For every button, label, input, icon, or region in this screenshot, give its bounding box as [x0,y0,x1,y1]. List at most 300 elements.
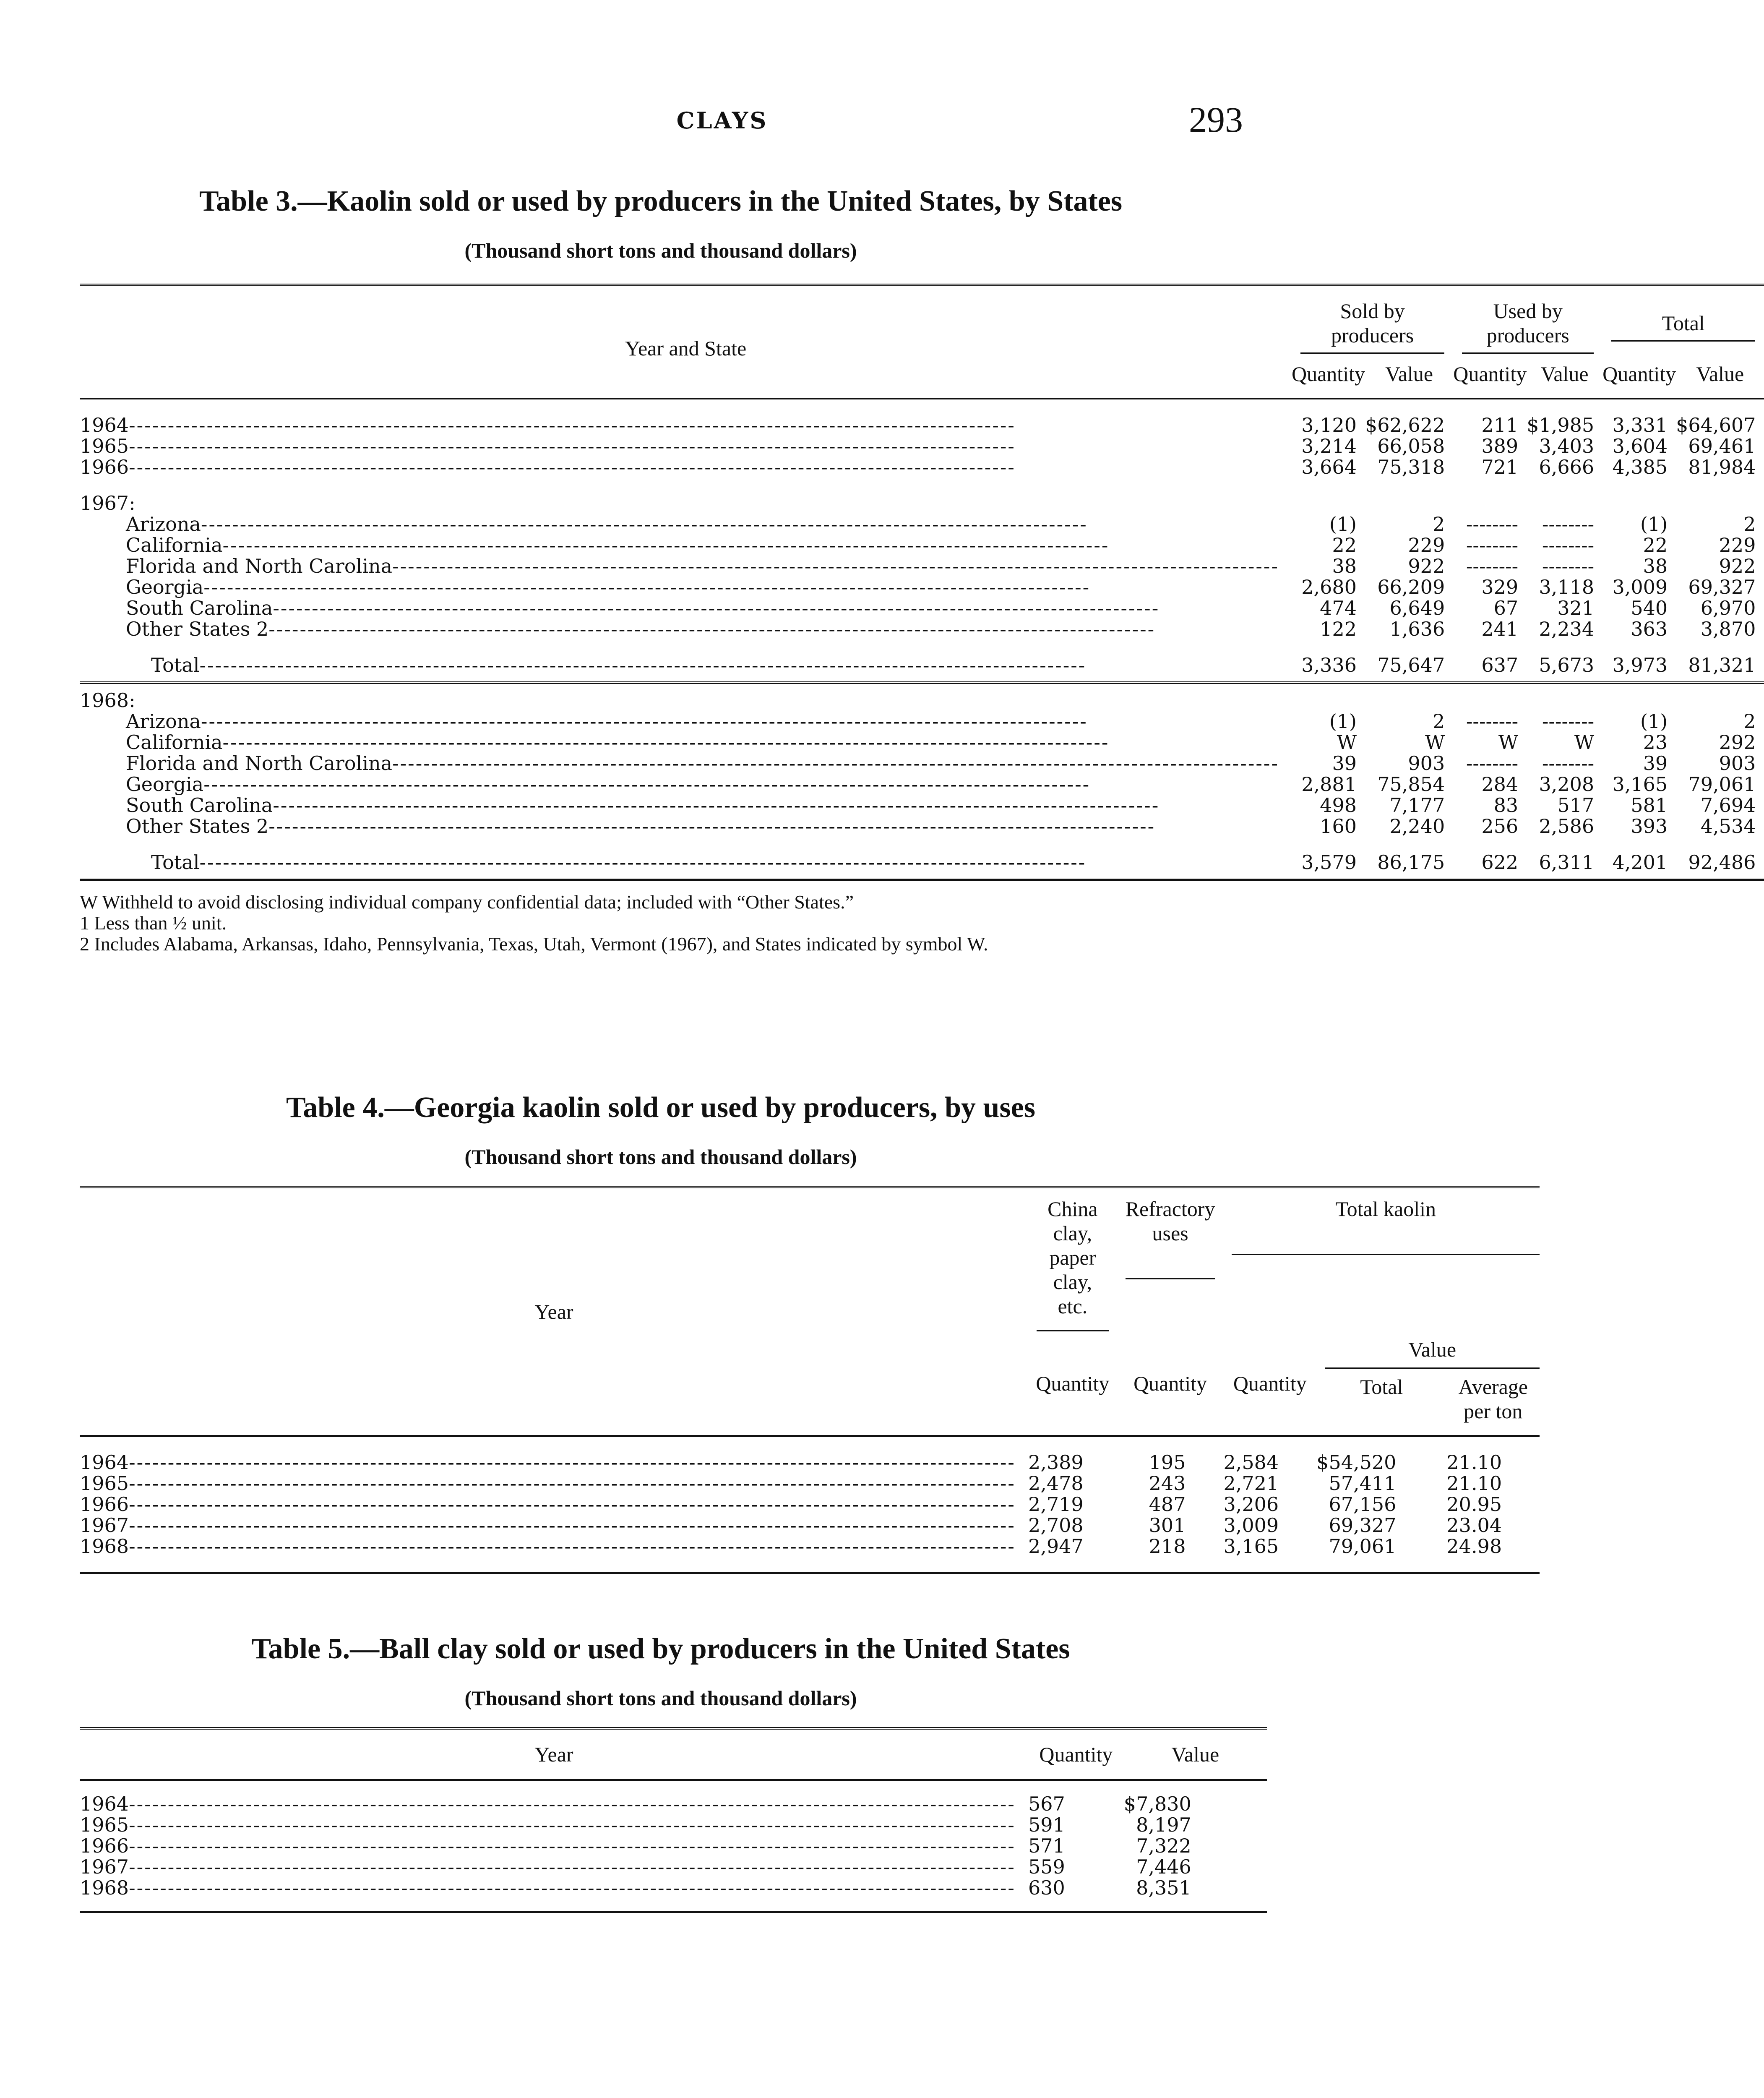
table-4-col-value: Value [1325,1337,1540,1369]
table-cell: $7,830 [1123,1793,1191,1815]
table-cell: 630 [1028,1876,1065,1899]
leader-dots [129,1536,1028,1557]
table-cell: 474 [1320,597,1357,619]
row-label [80,816,1292,837]
table-cell: 581 [1631,794,1668,817]
spacer-row [80,880,1764,883]
leader-dots [392,556,1338,577]
table-row [80,514,1764,535]
row-label [80,1473,1028,1494]
row-label-text: 1967 [80,1855,129,1878]
table-cell: -------- [1466,534,1519,556]
table-cell: 3,206 [1223,1493,1279,1516]
table-cell: 363 [1631,618,1668,640]
table-cell: 3,403 [1539,435,1595,457]
table-row [80,1814,1267,1835]
table-cell: 3,165 [1612,773,1668,796]
table-cell: 903 [1719,752,1756,775]
table-cell: 122 [1320,618,1357,640]
leader-dots [223,732,1338,753]
table-cell: 241 [1481,618,1519,640]
table-cell: W [1574,731,1595,754]
row-label-text: 1966 [80,1493,129,1516]
table-4-col-total-kaolin: Total kaolin [1232,1197,1540,1255]
table-cell: 7,446 [1136,1855,1191,1878]
table-5-grid [80,1727,1267,1915]
table-cell: (1) [1640,710,1668,733]
table-row [80,846,1764,880]
row-label [80,577,1292,598]
table-4-subtitle: (Thousand short tons and thousand dollars) [464,1145,857,1169]
table-cell: 517 [1557,794,1595,817]
table-cell: 4,534 [1700,815,1756,838]
table-3-subtitle: (Thousand short tons and thousand dollars) [464,239,857,262]
row-label [80,618,1292,639]
table-cell: 79,061 [1329,1535,1397,1558]
leader-dots [129,1515,1028,1536]
table-cell: 591 [1028,1814,1065,1836]
table-row [80,1835,1267,1856]
table-cell: 6,311 [1539,851,1595,874]
table-cell: W [1337,731,1357,754]
row-label-text: Other States 2 [126,815,269,838]
row-label-text: 1967 [80,1514,129,1537]
table-cell: $1,985 [1527,414,1595,436]
table-cell: 5,673 [1539,654,1595,676]
table-cell: 2,719 [1028,1493,1084,1516]
table-cell: W [1498,731,1519,754]
row-label-text: Total [151,851,200,874]
table-row [80,1515,1540,1536]
table-row [80,415,1764,436]
row-label [80,514,1292,535]
table-row [80,577,1764,598]
table-cell: 8,197 [1136,1814,1191,1836]
row-label-text: Total [151,654,200,676]
table-cell: 24.98 [1446,1535,1502,1558]
table-cell: 637 [1481,654,1519,676]
table-cell: 92,486 [1688,851,1756,874]
table-cell: 2,947 [1028,1535,1084,1558]
table-3-col-header: Value [1540,362,1589,386]
table-3-group-total: Total [1611,311,1755,342]
table-cell: 38 [1643,555,1668,577]
leader-dots [129,1452,1028,1473]
row-label [80,753,1292,774]
table-cell: 3,973 [1612,654,1668,676]
table-cell: 2,721 [1223,1472,1279,1495]
spacer-row [80,683,1764,690]
row-label [80,535,1292,556]
page-number: 293 [1189,99,1243,140]
row-label [80,1877,1028,1898]
row-label [80,846,1292,880]
table-cell: 83 [1493,794,1519,817]
table-cell: 66,209 [1377,576,1445,598]
table-3-title: Table 3.—Kaolin sold or used by producers in the United States, by States [199,185,1123,217]
table-5-col-value: Value [1171,1743,1219,1766]
spacer-row [80,1573,1540,1576]
table-3-notes [80,892,1242,955]
row-label [80,415,1292,436]
table-cell: 3,208 [1539,773,1595,796]
table-cell: -------- [1466,752,1519,775]
table-3-col-header: Value [1385,362,1433,386]
table-3-col-header: Quantity [1602,362,1676,386]
row-label [80,774,1292,795]
leader-dots [199,655,1363,676]
table-cell: 243 [1149,1472,1186,1495]
table-cell: W [1425,731,1445,754]
table-cell: $54,520 [1316,1451,1397,1474]
table-cell: 69,327 [1688,576,1756,598]
table-cell: 160 [1320,815,1357,838]
row-label [80,795,1292,816]
table-cell: 292 [1719,731,1756,754]
row-label [80,1835,1028,1856]
leader-dots [392,753,1338,774]
table-cell: -------- [1466,513,1519,535]
table-cell: 7,322 [1136,1834,1191,1857]
table-cell: 7,694 [1700,794,1756,817]
table-cell: 2 [1432,513,1445,535]
table-row [80,1856,1267,1877]
table-cell: 4,385 [1612,456,1668,478]
leader-dots [201,514,1338,535]
table-cell: -------- [1466,555,1519,577]
table-cell: 4,201 [1612,851,1668,874]
row-label-text: California [126,534,223,556]
table-row [80,774,1764,795]
table-cell: -------- [1542,555,1595,577]
table-cell: 1,636 [1389,618,1445,640]
row-label [80,457,1292,478]
table-cell: 21.10 [1446,1451,1502,1474]
table-4-col-china: China clay, paper clay, etc. [1037,1197,1109,1331]
table-cell: 75,854 [1377,773,1445,796]
leader-dots [129,415,1292,436]
table-cell: 2,586 [1539,815,1595,838]
table-cell: 2,234 [1539,618,1595,640]
row-label-text: California [126,731,223,754]
table-cell: 22 [1643,534,1668,556]
table-row [80,493,1764,514]
spacer-row [80,639,1764,649]
table-row [80,711,1764,732]
leader-dots [273,598,1338,618]
spacer-row [80,1780,1267,1793]
row-label [80,711,1292,732]
table-cell: 2 [1743,710,1756,733]
row-label-text: 1968 [80,1876,129,1899]
table-row [80,753,1764,774]
row-label [80,732,1292,753]
leader-dots [129,1494,1028,1515]
table-row [80,436,1764,457]
table-5 [80,1632,1242,1915]
spacer-row [80,478,1764,493]
table-cell: 81,984 [1688,456,1756,478]
table-3-note-w: W Withheld to avoid disclosing individual company confidential data; included with “Other States.” [80,891,854,913]
row-label-text: 1965 [80,1472,129,1495]
table-row [80,732,1764,753]
spacer-row [80,837,1764,846]
leader-dots [129,436,1292,457]
leader-dots [223,535,1338,556]
leader-dots [203,577,1338,598]
table-cell: 3,331 [1612,414,1668,436]
row-label-text: 1968 [80,1535,129,1558]
table-cell: 57,411 [1329,1472,1397,1495]
table-row [80,535,1764,556]
table-cell: 922 [1408,555,1445,577]
table-cell: (1) [1640,513,1668,535]
table-cell: 229 [1408,534,1445,556]
table-cell: 256 [1481,815,1519,838]
table-cell: 69,327 [1329,1514,1397,1537]
table-cell: 2,708 [1028,1514,1084,1537]
table-row [80,795,1764,816]
table-cell: 229 [1719,534,1756,556]
table-cell: 38 [1332,555,1357,577]
row-label-text: South Carolina [126,794,273,817]
table-cell: 2,240 [1389,815,1445,838]
leader-dots [268,618,1338,639]
spacer-row [80,1912,1267,1915]
table-cell: 2,680 [1301,576,1357,598]
table-3-note-2: 2 Includes Alabama, Arkansas, Idaho, Pennsylvania, Texas, Utah, Vermont (1967), and States indicated by symbol W. [80,933,988,955]
table-4-stub-header: Year [534,1300,573,1323]
table-4-grid [80,1186,1540,1576]
table-4-col-quantity: Quantity [1133,1371,1207,1395]
table-cell: 3,118 [1539,576,1595,598]
table-cell: 21.10 [1446,1472,1502,1495]
table-cell: $62,622 [1365,414,1445,436]
row-label [80,649,1292,683]
spacer-row [80,1557,1540,1573]
table-row [80,457,1764,478]
row-label [80,1793,1028,1814]
table-5-title: Table 5.—Ball clay sold or used by producers in the United States [251,1633,1070,1665]
row-label [80,1814,1028,1835]
table-cell: 81,321 [1688,654,1756,676]
row-label-text: 1964 [80,414,129,436]
table-cell: 23.04 [1446,1514,1502,1537]
table-cell: 79,061 [1688,773,1756,796]
table-cell: 559 [1028,1855,1065,1878]
table-cell: -------- [1466,710,1519,733]
leader-dots [199,852,1363,873]
table-row [80,618,1764,639]
table-cell: 69,461 [1688,435,1756,457]
row-label-text: Florida and North Carolina [126,555,393,577]
table-4-title: Table 4.—Georgia kaolin sold or used by producers, by uses [286,1091,1035,1124]
table-cell: (1) [1329,710,1357,733]
leader-dots [129,1856,1028,1877]
table-cell: 622 [1481,851,1519,874]
table-4-col-quantity: Quantity [1036,1371,1110,1395]
table-cell: 8,351 [1136,1876,1191,1899]
table-cell: 567 [1028,1793,1065,1815]
table-4-col-total: Total [1360,1375,1403,1399]
table-cell: 3,336 [1301,654,1357,676]
table-cell: 7,177 [1389,794,1445,817]
year-heading: 1967: [80,492,135,514]
table-cell: 389 [1481,435,1519,457]
table-3-group-sold: Sold by producers [1300,299,1444,354]
table-cell: 2,389 [1028,1451,1084,1474]
table-cell: 2 [1743,513,1756,535]
table-cell: 195 [1149,1451,1186,1474]
leader-dots [273,795,1338,816]
table-cell: 329 [1481,576,1519,598]
year-heading: 1968: [80,689,135,712]
table-cell: -------- [1542,513,1595,535]
row-label-text: 1966 [80,456,129,478]
row-label [80,1536,1028,1557]
leader-dots [129,1877,1028,1898]
table-row [80,649,1764,683]
table-cell: 211 [1481,414,1519,436]
leader-dots [268,816,1338,837]
table-cell: 6,666 [1539,456,1595,478]
table-row [80,1877,1267,1898]
table-cell: 67 [1493,597,1519,619]
table-3-stub-header: Year and State [625,336,747,360]
row-label-text: 1965 [80,435,129,457]
running-head: CLAYS [676,107,768,134]
table-cell: 3,604 [1612,435,1668,457]
table-cell: 487 [1149,1493,1186,1516]
table-row [80,816,1764,837]
table-cell: 2,584 [1223,1451,1279,1474]
table-3-col-header: Quantity [1292,362,1365,386]
table-cell: 20.95 [1446,1493,1502,1516]
spacer-row [80,1898,1267,1912]
spacer-row [80,1436,1540,1452]
leader-dots [129,1473,1028,1494]
table-cell: 39 [1332,752,1357,775]
table-cell: 2 [1432,710,1445,733]
table-cell: 571 [1028,1834,1065,1857]
table-cell: 23 [1643,731,1668,754]
table-4 [80,1091,1528,1576]
table-cell: 2,881 [1301,773,1357,796]
row-label-text: Arizona [126,710,201,733]
table-3-col-header: Value [1696,362,1744,386]
table-cell: 498 [1320,794,1357,817]
table-5-stub-header: Year [534,1743,573,1766]
table-cell: 6,970 [1700,597,1756,619]
table-row [80,1452,1540,1473]
table-cell: 66,058 [1377,435,1445,457]
table-cell: 3,214 [1301,435,1357,457]
table-row [80,690,1764,711]
table-3-grid [80,284,1764,882]
table-cell: (1) [1329,513,1357,535]
row-label-text: 1964 [80,1793,129,1815]
table-cell: 540 [1631,597,1668,619]
table-cell: 321 [1557,597,1595,619]
table-3-note-1: 1 Less than ½ unit. [80,912,227,934]
table-cell: -------- [1542,752,1595,775]
table-cell: 3,120 [1301,414,1357,436]
row-label-text: 1964 [80,1451,129,1474]
table-cell: 3,579 [1301,851,1357,874]
table-cell: 3,009 [1223,1514,1279,1537]
spacer-row [80,399,1764,415]
leader-dots [129,457,1292,478]
table-cell: 2,478 [1028,1472,1084,1495]
table-5-col-quantity: Quantity [1039,1743,1113,1766]
row-label-text: Arizona [126,513,201,535]
table-cell: 86,175 [1377,851,1445,874]
row-label [80,1856,1028,1877]
table-3-col-header: Quantity [1453,362,1527,386]
table-cell: 3,165 [1223,1535,1279,1558]
table-cell: 393 [1631,815,1668,838]
table-4-col-refractory: Refractory uses [1126,1197,1215,1279]
table-cell: 284 [1481,773,1519,796]
leader-dots [129,1814,1028,1835]
table-cell: 67,156 [1329,1493,1397,1516]
row-label [80,1515,1028,1536]
table-cell: 75,647 [1377,654,1445,676]
row-label-text: Florida and North Carolina [126,752,393,775]
row-label-text: 1965 [80,1814,129,1836]
table-cell: 3,664 [1301,456,1357,478]
table-4-col-avg: Average per ton [1458,1375,1528,1423]
table-cell: 22 [1332,534,1357,556]
row-label-text: 1966 [80,1834,129,1857]
table-cell: 903 [1408,752,1445,775]
table-cell: 3,870 [1700,618,1756,640]
row-label [80,1452,1028,1473]
table-cell: -------- [1542,710,1595,733]
table-row [80,556,1764,577]
table-3 [80,185,1756,955]
leader-dots [129,1793,1028,1814]
table-cell: -------- [1542,534,1595,556]
table-cell: 218 [1149,1535,1186,1558]
table-row [80,1473,1540,1494]
row-label [80,436,1292,457]
table-cell: $64,607 [1676,414,1756,436]
table-cell: 922 [1719,555,1756,577]
table-row [80,1536,1540,1557]
table-row [80,598,1764,618]
row-label [80,598,1292,618]
table-5-subtitle: (Thousand short tons and thousand dollars) [464,1686,857,1710]
row-label [80,556,1292,577]
table-cell: 301 [1149,1514,1186,1537]
table-row [80,1494,1540,1515]
row-label-text: Georgia [126,576,204,598]
leader-dots [129,1835,1028,1856]
row-label-text: Georgia [126,773,204,796]
row-label [80,1494,1028,1515]
table-4-col-quantity: Quantity [1233,1371,1307,1395]
leader-dots [201,711,1338,732]
table-row [80,1793,1267,1814]
row-label-text: Other States 2 [126,618,269,640]
row-label-text: South Carolina [126,597,273,619]
table-cell: 75,318 [1377,456,1445,478]
table-cell: 721 [1481,456,1519,478]
table-cell: 6,649 [1389,597,1445,619]
table-3-group-used: Used by producers [1462,299,1594,354]
table-cell: 3,009 [1612,576,1668,598]
